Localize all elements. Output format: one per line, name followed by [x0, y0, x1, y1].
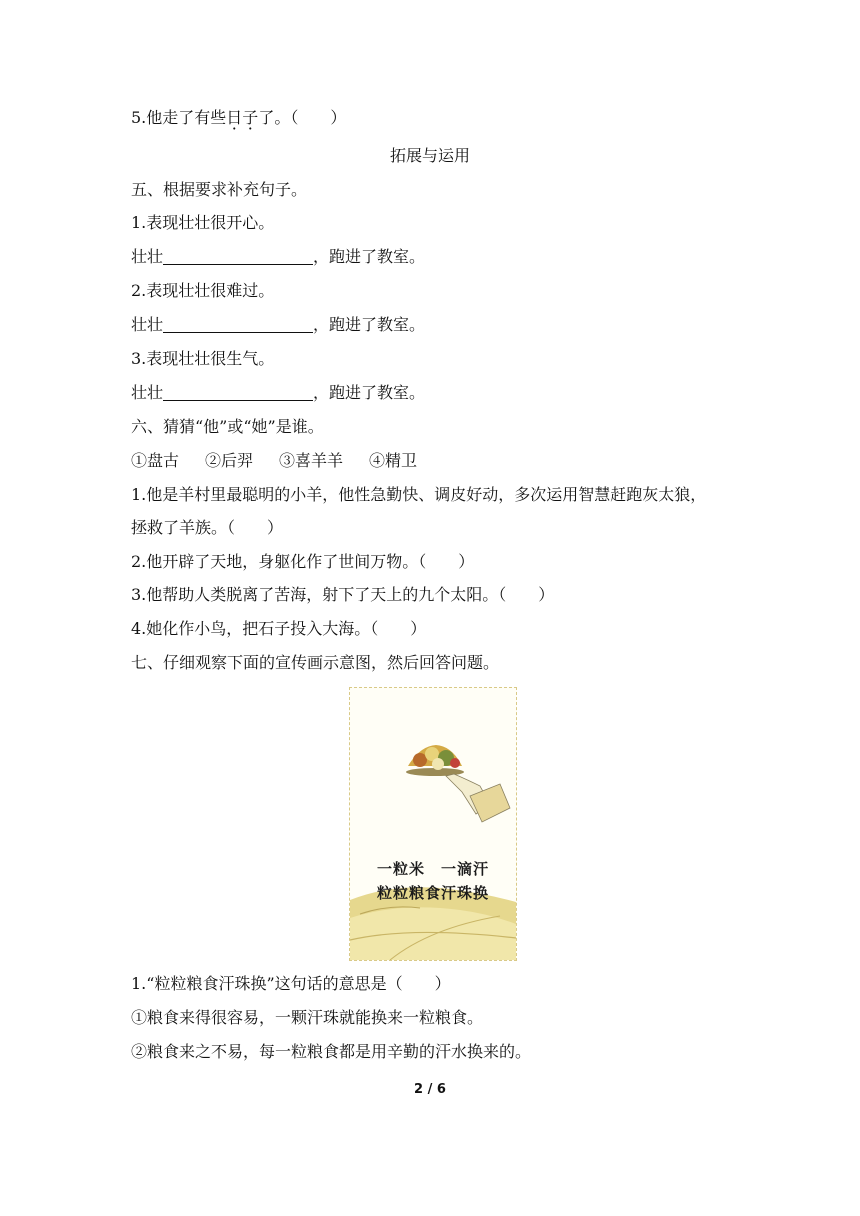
poster-image	[349, 687, 517, 961]
poster-illustration	[350, 688, 516, 960]
section-5-answer-line: 壮壮 ，跑进了教室。	[131, 315, 426, 334]
section-6-item: 2.他开辟了天地，身躯化作了世间万物。（ ）	[131, 552, 475, 571]
item-5: 5.他走了有些日子了。（ ）	[131, 108, 347, 127]
section-6-item: 拯救了羊族。（ ）	[131, 518, 284, 537]
section-7-question: 1.“粒粒粮食汗珠换”这句话的意思是（ ）	[131, 974, 451, 993]
answer-blank[interactable]	[163, 248, 313, 265]
section-5-prompt: 1.表现壮壮很开心。	[131, 213, 275, 232]
section-7-choice: ②粮食来之不易，每一粒粮食都是用辛勤的汗水换来的。	[131, 1042, 532, 1061]
option: ③喜羊羊	[279, 451, 344, 470]
section-6-options	[131, 451, 417, 471]
option: ④精卫	[369, 451, 418, 470]
section-6-item: 1.他是羊村里最聪明的小羊，他性急勤快、调皮好动，多次运用智慧赶跑灰太狼，	[131, 485, 707, 504]
poster-slogan-line-2: 粒粒粮食汗珠换	[376, 884, 489, 902]
section-5-prompt: 2.表现壮壮很难过。	[131, 281, 275, 300]
section-7-choice: ①粮食来得很容易，一颗汗珠就能换来一粒粮食。	[131, 1008, 484, 1027]
option: ①盘古	[131, 451, 180, 470]
section-6-title: 六、猜猜“他”或“她”是谁。	[131, 417, 324, 436]
section-6-item: 3.他帮助人类脱离了苦海，射下了天上的九个太阳。（ ）	[131, 585, 555, 604]
section-5-answer-line: 壮壮 ，跑进了教室。	[131, 247, 426, 266]
dotted-char: 子	[242, 108, 259, 127]
section-7-title: 七、仔细观察下面的宣传画示意图，然后回答问题。	[131, 653, 500, 672]
section-5-title: 五、根据要求补充句子。	[131, 180, 308, 199]
page-number: 2 / 6	[414, 1082, 446, 1097]
answer-blank[interactable]	[163, 316, 313, 333]
section-5-prompt: 3.表现壮壮很生气。	[131, 349, 275, 368]
section-6-item: 4.她化作小鸟，把石子投入大海。（ ）	[131, 619, 427, 638]
dotted-char: 日	[226, 108, 243, 127]
section-5-answer-line: 壮壮 ，跑进了教室。	[131, 383, 426, 402]
section-heading: 拓展与运用	[389, 146, 470, 165]
poster-slogan-line-1: 一粒米 一滴汗	[376, 860, 489, 878]
option: ②后羿	[205, 451, 254, 470]
answer-blank[interactable]	[163, 384, 313, 401]
